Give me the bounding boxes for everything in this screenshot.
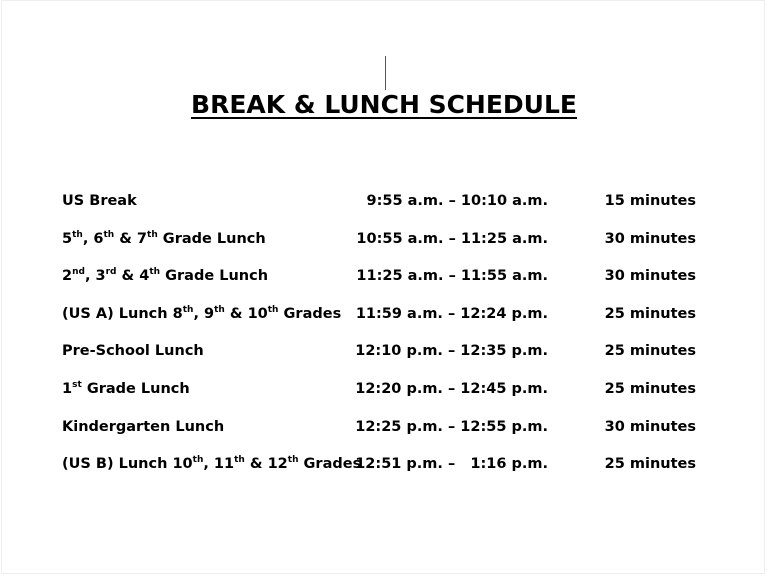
schedule-time: 11:25 a.m. – 11:55 a.m. [356, 268, 548, 285]
schedule-duration: 25 minutes [604, 456, 696, 473]
ordinal-suffix: rd [105, 267, 117, 278]
schedule-time: 9:55 a.m. – 10:10 a.m. [366, 193, 548, 209]
schedule-duration: 30 minutes [604, 230, 696, 247]
label-text: (US A) Lunch 8 [62, 305, 183, 322]
label-text: Grades [278, 305, 342, 322]
text-cursor [385, 56, 386, 90]
schedule-time: 12:10 p.m. – 12:35 p.m. [355, 343, 548, 360]
label-text: 2 [62, 268, 73, 285]
label-text: , 6 [82, 230, 104, 247]
ordinal-suffix: nd [72, 267, 85, 278]
schedule-duration: 25 minutes [604, 305, 696, 322]
schedule-label [62, 381, 190, 397]
schedule-row [0, 381, 768, 403]
schedule-label [62, 193, 137, 209]
ordinal-suffix: th [72, 229, 83, 240]
schedule-row [0, 419, 768, 441]
label-text: Pre-School Lunch [62, 343, 204, 360]
label-text: , 3 [84, 268, 106, 285]
label-text: & 7 [114, 230, 148, 247]
schedule-row [0, 456, 768, 478]
ordinal-suffix: th [287, 455, 299, 466]
schedule-time: 12:25 p.m. – 12:55 p.m. [355, 418, 548, 435]
label-text: 1 [62, 381, 73, 397]
ordinal-suffix: th [103, 229, 115, 240]
ordinal-suffix: th [214, 304, 225, 315]
schedule-label [62, 419, 224, 435]
label-text: Kindergarten Lunch [62, 418, 225, 435]
schedule-time: 12:20 p.m. – 12:45 p.m. [355, 381, 548, 397]
schedule-label [62, 306, 341, 322]
label-text: 5 [62, 230, 73, 247]
ordinal-suffix: th [149, 267, 161, 278]
schedule-row [0, 343, 768, 365]
schedule-time: 11:59 a.m. – 12:24 p.m. [355, 305, 548, 322]
schedule-duration: 15 minutes [604, 193, 696, 209]
label-text: Grades [298, 456, 362, 473]
schedule-duration: 30 minutes [604, 268, 696, 285]
label-text: & 12 [244, 456, 288, 473]
schedule-time: 10:55 a.m. – 11:25 a.m. [356, 230, 548, 247]
ordinal-suffix: th [192, 455, 204, 466]
ordinal-suffix: th [182, 304, 194, 315]
ordinal-suffix: th [267, 304, 279, 315]
page-title: BREAK & LUNCH SCHEDULE [191, 90, 577, 119]
schedule-time: 12:51 p.m. – 1:16 p.m. [355, 456, 548, 473]
label-text: , 11 [203, 456, 235, 473]
label-text: & 10 [224, 305, 268, 322]
schedule-label [62, 231, 266, 247]
ordinal-suffix: st [72, 380, 82, 390]
schedule-row [0, 268, 768, 290]
label-text: Grade Lunch [81, 381, 190, 397]
label-text: Grade Lunch [157, 230, 266, 247]
schedule-duration: 25 minutes [604, 343, 696, 360]
label-text: US Break [62, 193, 137, 209]
label-text: Grade Lunch [160, 268, 269, 285]
schedule-row [0, 231, 768, 253]
schedule-label [62, 456, 361, 472]
schedule-label [62, 343, 204, 359]
schedule-row [0, 193, 768, 215]
schedule-label [62, 268, 268, 284]
label-text: (US B) Lunch 10 [62, 456, 193, 473]
ordinal-suffix: th [234, 455, 245, 466]
schedule-duration: 25 minutes [604, 381, 696, 397]
schedule-duration: 30 minutes [604, 418, 696, 435]
label-text: & 4 [116, 268, 150, 285]
schedule-row [0, 306, 768, 328]
label-text: , 9 [193, 305, 215, 322]
ordinal-suffix: th [147, 229, 158, 240]
